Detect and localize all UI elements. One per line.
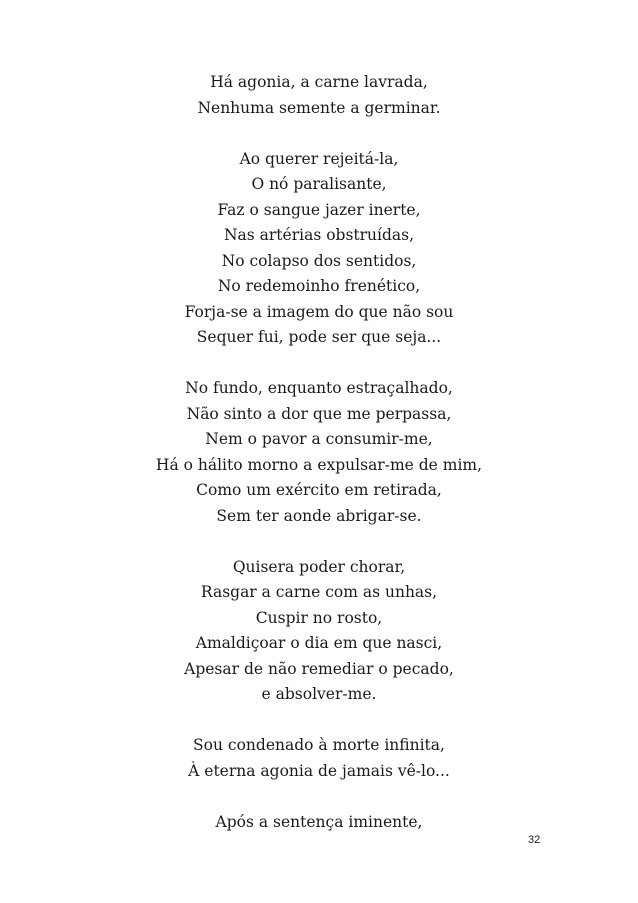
- poem-line: O nó paralisante,: [251, 175, 387, 193]
- poem-line: Após a sentença iminente,: [215, 812, 423, 831]
- stanza-4: [0, 555, 638, 708]
- stanza-1: [0, 70, 638, 121]
- poem-line: Não sinto a dor que me perpassa,: [186, 404, 452, 423]
- poem-line: Nenhuma semente a germinar.: [197, 98, 441, 117]
- poem-line: Rasgar a carne com as unhas,: [200, 583, 438, 601]
- poem-line: À eterna agonia de jamais vê-lo...: [188, 761, 450, 780]
- stanza-6: [0, 810, 638, 836]
- poem-line: e absolver-me.: [261, 685, 377, 703]
- stanza-2: [0, 147, 638, 351]
- poem-line: Amaldiçoar o dia em que nasci,: [195, 634, 443, 652]
- poem-line: Há agonia, a carne lavrada,: [210, 73, 428, 91]
- poem-line: Ao querer rejeitá-la,: [239, 149, 399, 168]
- poem-line: Forja-se a imagem do que não sou: [184, 302, 454, 321]
- poem-line: Sou condenado à morte infinita,: [193, 736, 445, 754]
- poem-line: Apesar de não remediar o pecado,: [184, 659, 454, 678]
- page-number: 32: [528, 834, 541, 846]
- poem-line: Sem ter aonde abrigar-se.: [216, 506, 422, 525]
- poem-line: Nas artérias obstruídas,: [223, 226, 415, 244]
- poem-line: Cuspir no rosto,: [255, 608, 383, 627]
- poem-line: Faz o sangue jazer inerte,: [217, 200, 421, 219]
- poem-line: Sequer fui, pode ser que seja...: [196, 328, 442, 346]
- poem-line: Como um exército em retirada,: [196, 481, 442, 499]
- poem-line: Nem o pavor a consumir-me,: [205, 430, 433, 448]
- poem-body: [0, 70, 638, 861]
- poem-line: Há o hálito morno a expulsar-me de mim,: [155, 455, 483, 474]
- stanza-3: [0, 376, 638, 529]
- poem-line: No redemoinho frenético,: [217, 277, 421, 295]
- poem-line: No colapso dos sentidos,: [221, 251, 417, 270]
- poem-line: Quisera poder chorar,: [232, 557, 406, 576]
- stanza-5: [0, 733, 638, 784]
- poem-line: No fundo, enquanto estraçalhado,: [185, 379, 453, 397]
